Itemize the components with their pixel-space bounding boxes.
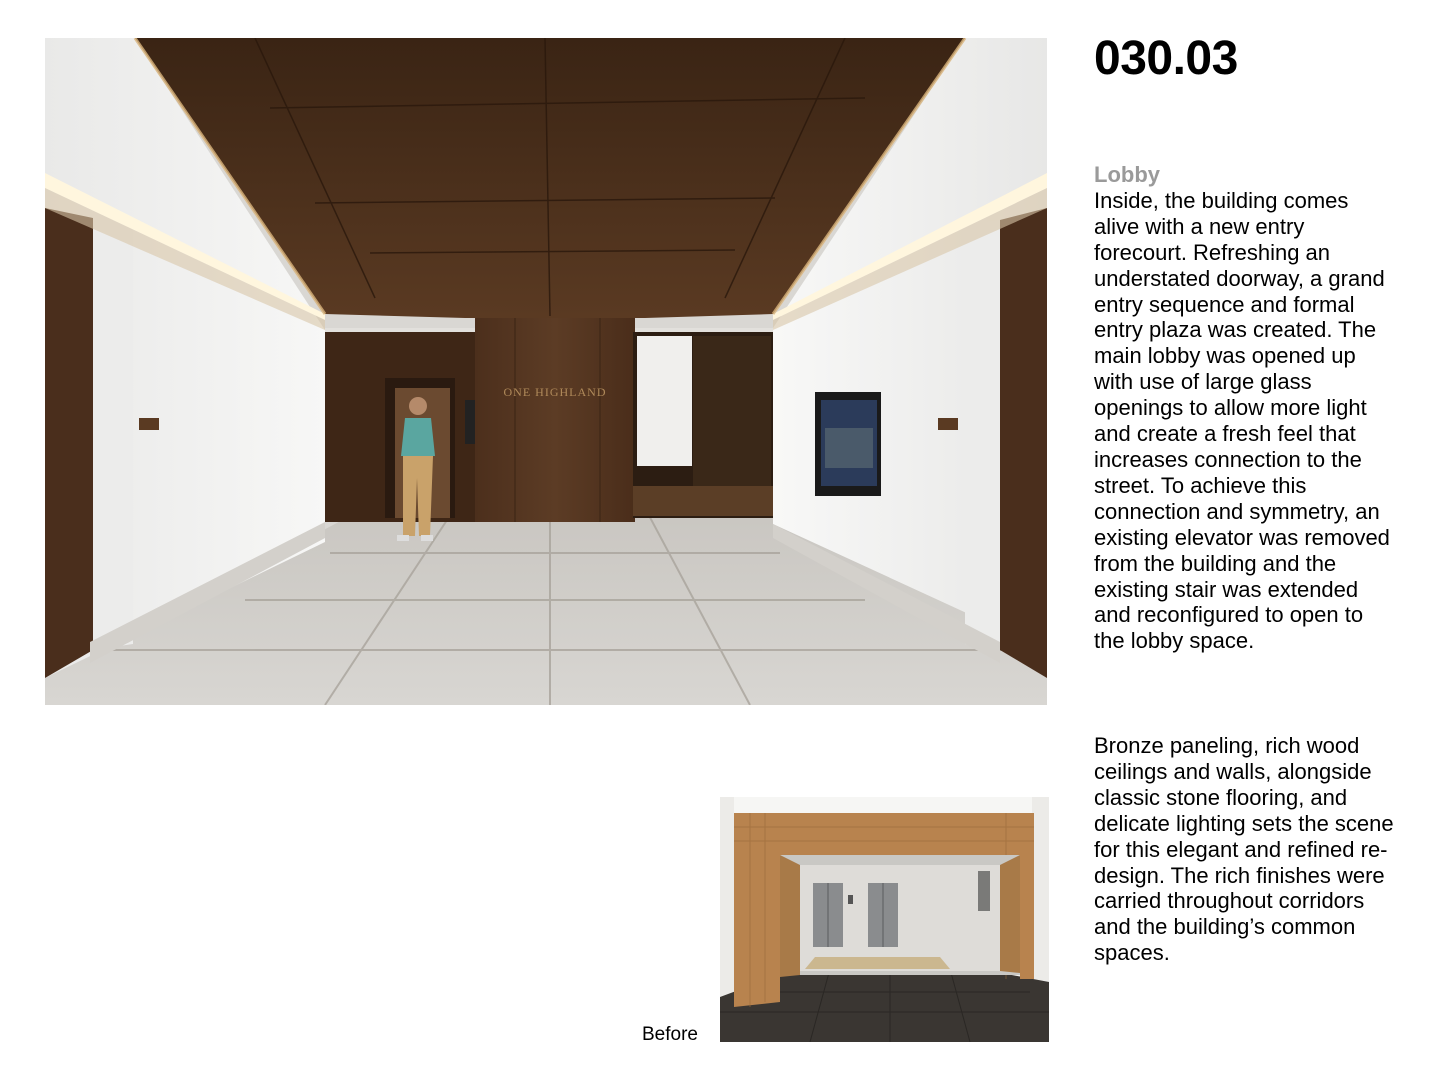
lobby-photo (45, 38, 1047, 705)
lobby-sign: ONE HIGHLAND (503, 385, 607, 399)
lobby-section (1094, 162, 1394, 654)
body-paragraph-1: Inside, the building comes alive with a new entry forecourt. Refreshing an understated doorway, a grand entry sequence and formal entry plaza was created. The main lobby was opened up with use of large glass openings to allow more light and create a fresh feel that increases connection to the street. To achieve this connection and symmetry, an existing elevator was removed from the building and the existing stair was extended and reconfigured to open to the lobby space. (1094, 187, 1390, 654)
section-heading: Lobby (1094, 162, 1160, 187)
page-number: 030.03 (1094, 32, 1238, 85)
body-paragraph-2: Bronze paneling, rich wood ceilings and walls, alongside classic stone flooring, and delicate lighting sets the scene for this elegant and refined re-design. The rich finishes were carried throughout corridors and the building’s common spaces. (1094, 733, 1394, 966)
before-caption: Before (642, 1024, 698, 1045)
before-photo (720, 797, 1049, 1042)
